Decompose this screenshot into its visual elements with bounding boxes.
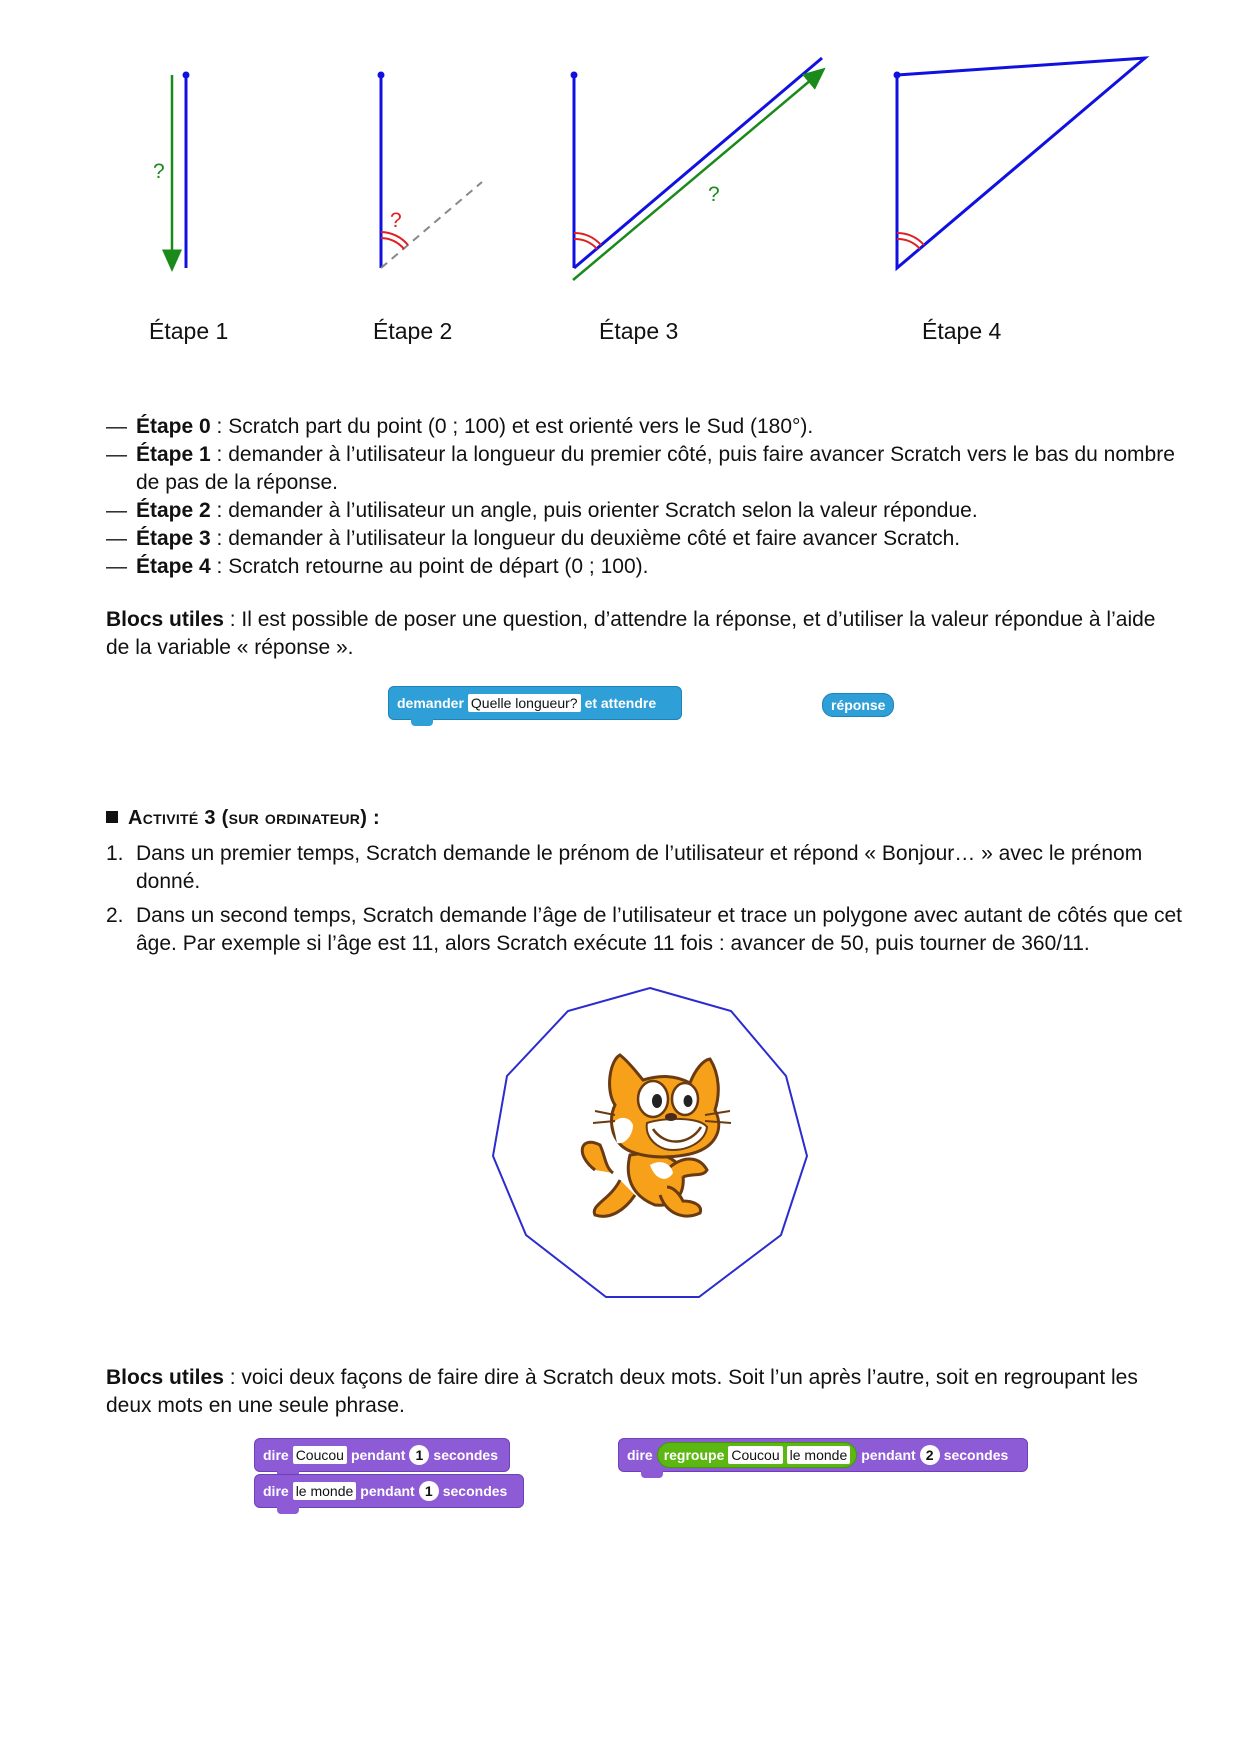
- join-label: regroupe: [663, 1447, 725, 1463]
- say-unit: secondes: [433, 1447, 498, 1463]
- step1-question-mark: ?: [153, 160, 165, 183]
- useful-blocks-paragraph-1: [106, 606, 1181, 662]
- list-item: [106, 525, 1186, 553]
- list-dash: —: [106, 443, 127, 466]
- say-seconds-input[interactable]: 2: [920, 1445, 940, 1465]
- step-text: : demander à l’utilisateur un angle, puis orienter Scratch selon la valeur répondue.: [210, 499, 978, 522]
- step-label-3: Étape 3: [599, 318, 679, 344]
- step1-diagram: [153, 72, 190, 269]
- say-mid: pendant: [350, 1447, 406, 1463]
- ask-block-suffix: et attendre: [584, 695, 657, 711]
- say-for-secs-block[interactable]: [254, 1474, 524, 1508]
- step-label-2: Étape 2: [373, 318, 453, 344]
- useful-blocks-text: : Il est possible de poser une question, d’attendre la réponse, et d’utiliser la valeur répondue à l’aide de la variable « réponse ».: [106, 608, 1156, 659]
- say-seconds-input[interactable]: 1: [419, 1481, 439, 1501]
- list-dash: —: [106, 555, 127, 578]
- ask-block-prefix: demander: [397, 695, 464, 711]
- say-unit: secondes: [442, 1483, 508, 1499]
- say-verb: dire: [627, 1447, 653, 1463]
- activity-item-text: Dans un premier temps, Scratch demande le prénom de l’utilisateur et répond « Bonjour… » avec le prénom donné.: [136, 842, 1143, 893]
- answer-reporter-block[interactable]: réponse: [822, 693, 894, 717]
- useful-blocks-text: : voici deux façons de faire dire à Scratch deux mots. Soit l’un après l’autre, soit en regroupant les deux mots en une seule phrase.: [106, 1366, 1138, 1417]
- say-mid: pendant: [360, 1483, 415, 1499]
- useful-blocks-label: Blocs utiles: [106, 608, 224, 631]
- step-label-bold: Étape 3: [136, 527, 211, 550]
- list-item: [106, 840, 1186, 896]
- list-item: [106, 553, 1186, 581]
- step-label-bold: Étape 1: [136, 443, 211, 466]
- say-verb: dire: [263, 1483, 289, 1499]
- step3-question-mark: ?: [708, 183, 720, 206]
- step-label-bold: Étape 4: [136, 555, 211, 578]
- steps-list: [106, 413, 1186, 581]
- scratch-cat-icon: [582, 1055, 731, 1216]
- step-label-bold: Étape 0: [136, 415, 211, 438]
- step-label-bold: Étape 2: [136, 499, 211, 522]
- ask-and-wait-block[interactable]: [388, 686, 682, 720]
- step-text: : Scratch part du point (0 ; 100) et est orienté vers le Sud (180°).: [210, 415, 814, 438]
- say-message-input[interactable]: le monde: [293, 1482, 357, 1500]
- say-mid: pendant: [861, 1447, 916, 1463]
- useful-blocks-paragraph-2: [106, 1364, 1181, 1420]
- step-label-1: Étape 1: [149, 318, 229, 344]
- step-label-4: Étape 4: [922, 318, 1002, 344]
- list-dash: —: [106, 499, 127, 522]
- list-item: [106, 413, 1186, 441]
- list-number: 2.: [106, 904, 124, 927]
- step4-diagram: [894, 58, 1146, 268]
- useful-blocks-label: Blocs utiles: [106, 1366, 224, 1389]
- say-for-secs-block[interactable]: [254, 1438, 510, 1472]
- join-input-b[interactable]: le monde: [787, 1446, 851, 1464]
- say-unit: secondes: [943, 1447, 1009, 1463]
- join-operator[interactable]: [657, 1442, 858, 1468]
- step-text: : demander à l’utilisateur la longueur du deuxième côté et faire avancer Scratch.: [210, 527, 961, 550]
- polygon-cat-figure: [480, 980, 820, 1310]
- step-text: : demander à l’utilisateur la longueur du premier côté, puis faire avancer Scratch vers le bas du nombre de pas de la réponse.: [136, 443, 1175, 494]
- list-number: 1.: [106, 842, 124, 865]
- step-text: : Scratch retourne au point de départ (0 ; 100).: [210, 555, 649, 578]
- step2-question-mark: ?: [390, 209, 402, 232]
- ask-block-input[interactable]: Quelle longueur?: [468, 694, 581, 712]
- step2-diagram: [378, 72, 483, 269]
- list-item: [106, 497, 1186, 525]
- activity-title: [106, 807, 380, 830]
- activity-item-text: Dans un second temps, Scratch demande l’âge de l’utilisateur et trace un polygone avec autant de côtés que cet âge. Par exemple si l’âge est 11, alors Scratch exécute 11 fois : avancer de 50, puis tourner de 360/11.: [136, 904, 1182, 955]
- list-dash: —: [106, 415, 127, 438]
- list-item: [106, 441, 1186, 497]
- say-join-block[interactable]: [618, 1438, 1028, 1472]
- list-item: [106, 902, 1186, 958]
- say-seconds-input[interactable]: 1: [409, 1445, 429, 1465]
- say-message-input[interactable]: Coucou: [293, 1446, 347, 1464]
- say-verb: dire: [263, 1447, 289, 1463]
- activity-list: [106, 840, 1186, 958]
- join-input-a[interactable]: Coucou: [728, 1446, 782, 1464]
- list-dash: —: [106, 527, 127, 550]
- square-bullet-icon: [106, 811, 118, 823]
- activity-title-text: Activité 3 (sur ordinateur) :: [128, 807, 380, 829]
- step3-diagram: [571, 58, 823, 280]
- steps-figure: [0, 0, 1240, 300]
